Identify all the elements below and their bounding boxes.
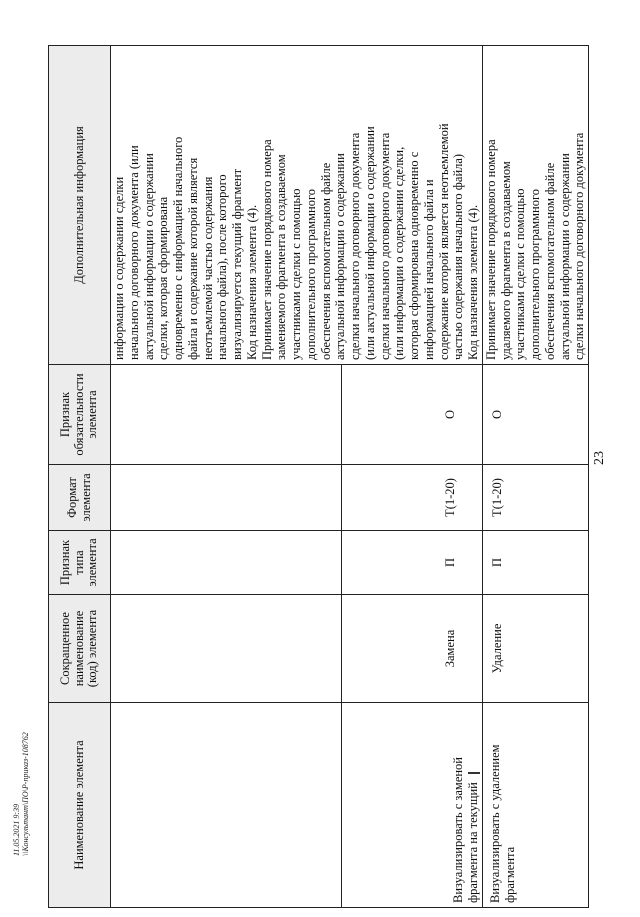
- element-required-replace: О: [443, 409, 458, 420]
- element-name-replace: Визуализировать с заменой фрагмента на текущий: [451, 757, 480, 903]
- header-element-type: Признак типа элемента: [49, 531, 111, 595]
- page-number: 23: [592, 451, 607, 465]
- cell-name: [111, 703, 342, 908]
- cell-name: [482, 703, 588, 908]
- cell-type: [482, 531, 588, 595]
- header-additional-info: Дополнительная информация: [49, 46, 111, 365]
- cell-required: [111, 365, 342, 465]
- info-delete-text: Принимает значение порядкового номера удаляемого фрагмента в создаваемом участниками сделки с помощью дополнительного программного обеспечения вспомогательном файле актуальной информации о содержании сделки начального договорного документа: [483, 132, 587, 360]
- element-format-delete: T(1-20): [489, 478, 504, 517]
- cell-type: [342, 531, 483, 595]
- cell-type: [111, 531, 342, 595]
- header-element-required: Признак обязательности элемента: [49, 365, 111, 465]
- cell-format: [482, 465, 588, 531]
- cell-code: [111, 595, 342, 703]
- cell-format: [342, 465, 483, 531]
- element-code-replace: Замена: [443, 629, 458, 668]
- cell-required: [342, 365, 483, 465]
- table-row-delete: [482, 46, 588, 908]
- element-required-delete: О: [489, 409, 504, 420]
- cell-code: [342, 595, 483, 703]
- element-code-delete: Удаление: [489, 623, 504, 674]
- rotated-table-wrapper: [48, 46, 587, 908]
- element-format-replace: T(1-20): [443, 478, 458, 517]
- stamp-path: \\Консультант\ПО\Р-приказ-108762: [21, 732, 31, 856]
- registration-stamp: [12, 732, 30, 856]
- cell-code: [482, 595, 588, 703]
- cell-required: [482, 365, 588, 465]
- element-name-delete: Визуализировать с удалением фрагмента: [487, 744, 517, 903]
- table-header-row: [49, 46, 111, 908]
- cell-format: [111, 465, 342, 531]
- header-element-code: Сокращенное наименование (код) элемента: [49, 595, 111, 703]
- cell-info: [111, 46, 483, 365]
- header-element-name: Наименование элемента: [49, 703, 111, 908]
- element-type-replace: П: [443, 557, 458, 568]
- element-type-delete: П: [489, 557, 504, 568]
- info-replace-text: Принимает значение порядкового номера заменяемого фрагмента в создаваемом участниками сделки с помощью дополнительного программного обеспечения вспомогательном файле актуальной информации о содержании сделки начального договорного документа (или актуальной информации о содержании сделки начального договорного документа (или информации о содержании сделки, которая сформирована одновременно с информацией начального файла и содержание которой является неотъемлемой частью содержания начального файла) Код назначения элемента (4).: [259, 123, 480, 360]
- bar-icon: [468, 772, 480, 774]
- header-element-format: Формат элемента: [49, 465, 111, 531]
- elements-table: [48, 45, 589, 908]
- table-row-continuation: [111, 46, 342, 908]
- info-continuation-text: информации о содержании сделки начального договорного документа (или актуальной информации о содержании сделки, которая сформирована одновременно с информацией начального файла и содержание которой является неотъемлемой частью содержания начального файла), после которого визуализируется текущий фрагмент Код назначения элемента (4).: [112, 136, 259, 360]
- stamp-datetime: 11.05.2021 9:39: [12, 803, 21, 856]
- cell-info: [482, 46, 588, 365]
- cell-name: [342, 703, 483, 908]
